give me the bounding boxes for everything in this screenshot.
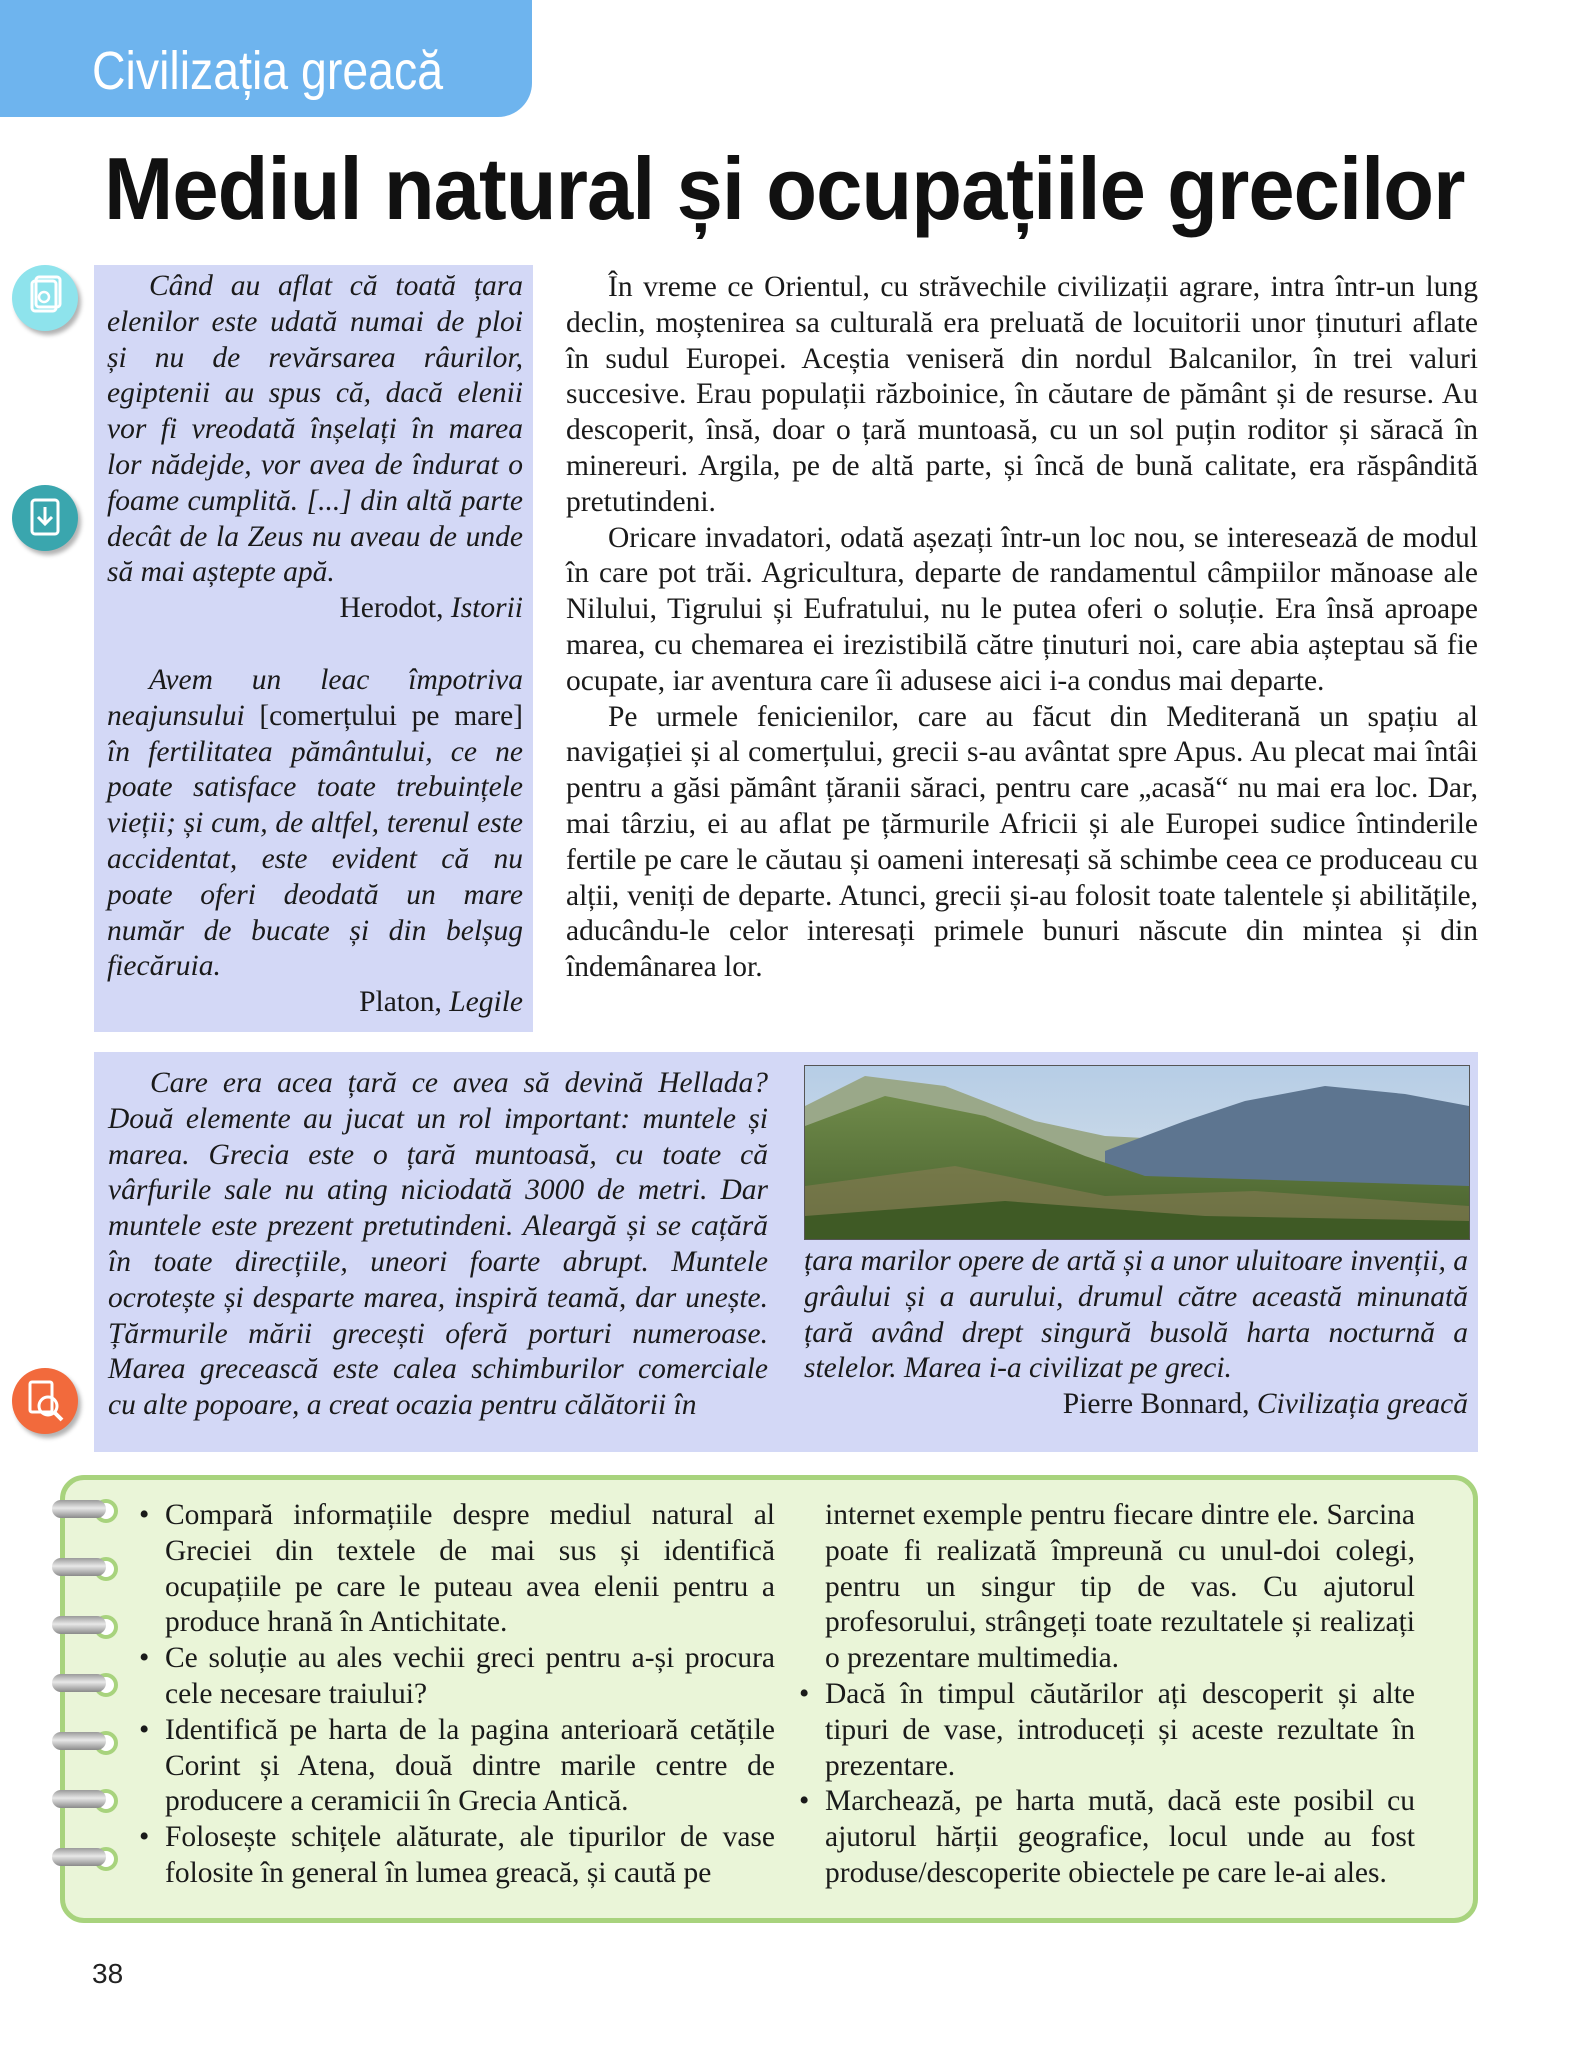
herodot-quote: Când au aflat că toată țara elenilor este udată numai de ploi și nu de revărsarea râurilor, egiptenii au spus că, dacă elenii vor fi vreodată înșelați în marea lor nădejde, vor avea de îndurat o foame cumplită. [...] din altă parte decât de la Zeus nu aveau de unde să mai aștepte apă. xyxy=(107,270,523,589)
photo-document-icon[interactable] xyxy=(12,265,78,331)
task-item: • Marchează, pe harta mută, dacă este posibil cu ajutorul hărții geografice, locul unde au fost produse/descoperite obiectele pe care le-ai ales. xyxy=(799,1785,1415,1889)
main-text xyxy=(566,270,1478,986)
task-continuation: internet exemple pentru fiecare dintre ele. Sarcina poate fi realizată împreună cu unul-doi colegi, pentru un singur tip de vas. Cu ajutorul profesorului, strângeți toate rezultatele și realizați o prezentare multimedia. xyxy=(825,1499,1415,1675)
task-item: • Compară informațiile despre mediul natural al Greciei din textele de mai sus și identifică ocupațiile pe care le puteau avea elenii pentru a produce hrană în Antichitate. xyxy=(139,1499,775,1639)
bonnard-quote-continuation: țara marilor opere de artă și a unor uluitoare invenții, a grâului și a aurului, drumul către această minunată țară având drept singură busolă harta nocturnă a stelelor. Marea i-a civilizat pe greci. xyxy=(804,1245,1468,1385)
sources-sidebar xyxy=(94,265,533,1032)
bonnard-quote-left: Care era acea țară ce avea să devină Hellada? Două elemente au jucat un rol important: muntele și marea. Grecia este o țară muntoasă, cu toate că vârfurile sale nu ating niciodată 3000 de metri. Dar muntele este prezent pretutindeni. Aleargă și se cațără în toate direcțiile, uneori foarte abrupt. Muntele ocrotește și desparte marea, inspiră teamă, dar unește. Țărmurile mării grecești oferă porturi numeroase. Marea grecească este calea schimburilor comerciale cu alte popoare, a creat ocazia pentru călătorii în xyxy=(108,1067,768,1422)
paragraph: În vreme ce Orientul, cu străvechile civilizații agrare, intra într-un lung declin, moștenirea sa culturală era preluată de locuitorii unor ținuturi aflate în sudul Europei. Aceștia veniseră din nordul Balcanilor, în trei valuri succesive. Erau populații războinice, în căutare de pământ și de resurse. Au descoperit, însă, doar o țară muntoasă, cu un sol puțin roditor și săracă în minereuri. Argila, pe de altă parte, și încă de bună calitate, era răspândită pretutindeni. xyxy=(566,271,1478,518)
bonnard-quote-box xyxy=(94,1052,1478,1452)
platon-attribution: Platon, Legile xyxy=(359,986,523,1019)
greek-landscape-photo xyxy=(804,1065,1470,1240)
task-item: • Ce soluție au ales vechii greci pentru a-și procura cele necesare traiului? xyxy=(139,1642,775,1710)
page-number: 38 xyxy=(92,1958,124,1989)
paragraph: Oricare invadatori, odată așezați într-un loc nou, se interesează de modul în care pot trăi. Agricultura, departe de randamentul câmpiilor mănoase ale Nilului, Tigrului și Eufratului, nu le putea oferi o soluție. Era însă aproape marea, cu chemarea ei irezistibilă către ținuturi noi, care abia așteptau să fie ocupate, iar aventura care îi adusese aici i-a condus mai departe. xyxy=(566,521,1478,697)
book-download-icon[interactable] xyxy=(12,485,78,551)
task-item: • Folosește schițele alăturate, ale tipurilor de vase folosite în general în lumea greacă, și caută pe xyxy=(139,1821,775,1889)
herodot-attribution: Herodot, Istorii xyxy=(339,592,523,625)
tasks-right-column xyxy=(795,1498,1415,1892)
section-tab-label: Civilizația greacă xyxy=(92,41,444,101)
section-tab xyxy=(0,0,532,117)
bonnard-quote-right xyxy=(804,1244,1468,1423)
paragraph: Pe urmele fenicienilor, care au făcut din Mediterană un spațiu al navigației și al comerțului, grecii s-au avântat spre Apus. Au plecat mai întâi pentru a găsi pământ țăranii săraci, pentru care „acasă“ nu mai era loc. Dar, mai târziu, ei au aflat pe țărmurile Africii și ale Europei sudice întinderile fertile pe care le căutau și oameni interesați să schimbe ceea ce produceau cu alții, veniți de departe. Atunci, grecii și-au folosit toate talentele și abilitățile, aducându-le celor interesați primele bunuri născute din mintea și din îndemânarea lor. xyxy=(566,700,1478,984)
tasks-left-column xyxy=(135,1498,775,1892)
magnifier-document-icon[interactable] xyxy=(12,1368,78,1434)
tasks-notebook xyxy=(60,1475,1478,1923)
task-item: • Identifică pe harta de la pagina anterioară cetățile Corint și Atena, două dintre marile centre de producere a ceramicii în Grecia Antică. xyxy=(139,1713,775,1818)
task-item: • Dacă în timpul căutărilor ați descoperit și alte tipuri de vase, introduceți și aceste rezultate în prezentare. xyxy=(799,1677,1415,1782)
bonnard-attribution: Pierre Bonnard, Civilizația greacă xyxy=(1062,1388,1468,1421)
platon-quote: Avem un leac împotriva neajunsului [comerțului pe mare] în fertilitatea pământului, ce ne poate satisface toate trebuințele vieții; și cum, de altfel, terenul este accidentat, este evident că nu poate oferi deodată un mare număr de bucate și din belșug fiecăruia. xyxy=(107,663,523,983)
page-title: Mediul natural și ocupațiile grecilor xyxy=(104,139,1465,238)
